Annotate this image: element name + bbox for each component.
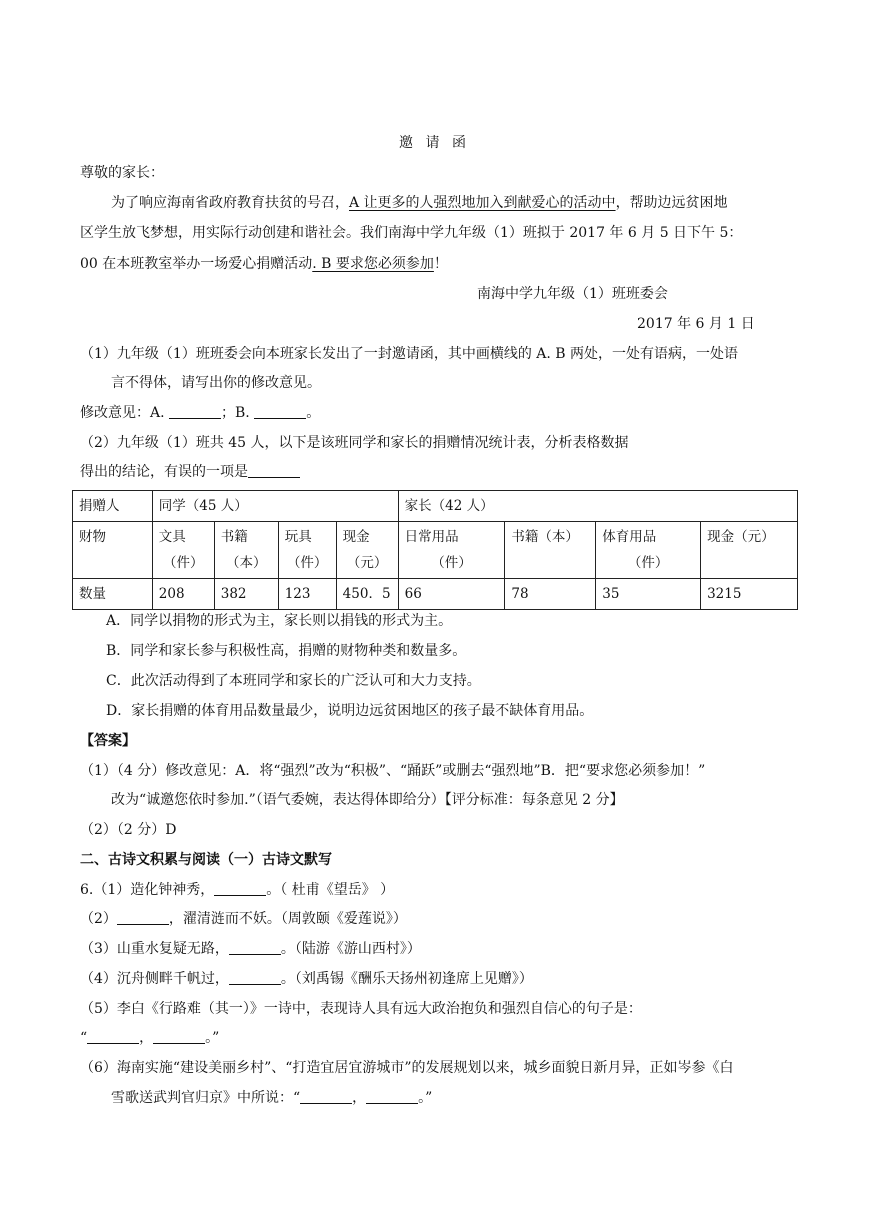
donation-statistics-table xyxy=(72,490,798,610)
table-cell: 同学（45 人） xyxy=(152,491,398,522)
table-cell xyxy=(398,522,505,579)
question-6-2 xyxy=(80,909,407,929)
text: 。（刘禹锡《酬乐天扬州初逢席上见赠》） xyxy=(280,971,533,987)
table-cell xyxy=(278,522,336,579)
answer-blank[interactable] xyxy=(366,1089,418,1104)
option-b: B．同学和家长参与积极性高，捐赠的财物种类和数量多。 xyxy=(106,643,467,659)
text: ；B. xyxy=(221,405,250,421)
text: （2） xyxy=(80,911,117,927)
cell-line: 书籍 xyxy=(220,529,248,545)
invitation-signature: 南海中学九年级（1）班班委会 xyxy=(477,286,668,302)
text: （4）沉舟侧畔千帆过， xyxy=(80,971,229,987)
question-6-5-answer xyxy=(80,1028,219,1048)
text: 。 xyxy=(306,405,321,421)
table-cell: 382 xyxy=(214,579,278,610)
cell-line: 玩具 xyxy=(284,529,312,545)
text: 。（ 杜甫《望岳》 ） xyxy=(266,882,395,898)
text: 得出的结论，有误的一项是 xyxy=(80,464,248,480)
answer-heading: 【答案】 xyxy=(80,733,136,749)
option-d: D．家长捐赠的体育用品数量最少，说明边远贫困地区的孩子最不缺体育用品。 xyxy=(106,703,594,719)
invitation-paragraph-line3 xyxy=(80,254,448,274)
answer-blank-b[interactable] xyxy=(254,404,306,419)
table-cell xyxy=(152,522,214,579)
table-row xyxy=(73,491,798,522)
cell-unit: （本） xyxy=(225,555,267,571)
text: 。” xyxy=(418,1090,433,1106)
table-row xyxy=(73,579,798,610)
section-heading: 二、古诗文积累与阅读（一）古诗文默写 xyxy=(80,852,332,868)
underlined-sentence-b: . B 要求您必须参加 xyxy=(312,256,434,272)
cell-line: 日常用品 xyxy=(404,529,459,545)
text: 00 在本班教室举办一场爱心捐赠活动 xyxy=(80,256,313,272)
table-cell xyxy=(596,522,701,579)
table-cell: 123 xyxy=(278,579,336,610)
cell-line: 体育用品 xyxy=(602,529,657,545)
invitation-paragraph-line1 xyxy=(111,193,728,213)
text: 。（陆游《游山西村》） xyxy=(280,941,421,957)
cell-line: 文具 xyxy=(158,529,186,545)
text: 6.（1）造化钟神秀， xyxy=(80,882,215,898)
underlined-sentence-a: A 让更多的人强烈地加入到献爱心的活动中 xyxy=(349,195,616,211)
table-cell: 450．5 xyxy=(336,579,398,610)
table-cell xyxy=(701,522,798,579)
text: ，濯清涟而不妖。（周敦颐《爱莲说》） xyxy=(168,911,407,927)
question-6-6-line1: （6）海南实施“建设美丽乡村”、“打造宜居宜游城市”的发展规划以来，城乡面貌日新月异，正如岑参《白 xyxy=(80,1060,734,1076)
answer-blank[interactable] xyxy=(214,881,266,896)
text: ， xyxy=(352,1090,367,1106)
table-row xyxy=(73,522,798,579)
table-cell: 78 xyxy=(505,579,596,610)
question-1-line2: 言不得体，请写出你的修改意见。 xyxy=(111,375,321,391)
invitation-date: 2017 年 6 月 1 日 xyxy=(637,316,755,332)
text: “ xyxy=(80,1030,88,1046)
table-cell xyxy=(505,522,596,579)
table-cell: 财物 xyxy=(73,522,153,579)
text: ！ xyxy=(433,256,448,272)
answer-1-line1: （1）（4 分）修改意见：A．将“强烈”改为“积极”、“踊跃”或删去“强烈地”B．把“要求您必须参加！” xyxy=(80,763,706,779)
question-1-answer-line xyxy=(80,403,320,423)
text: 。” xyxy=(205,1030,220,1046)
answer-blank[interactable] xyxy=(229,940,281,955)
question-6-3 xyxy=(80,939,421,959)
text: 雪歌送武判官归京》中所说：“ xyxy=(111,1090,301,1106)
cell-unit: （件） xyxy=(627,555,669,571)
text: ， xyxy=(139,1030,154,1046)
invitation-title: 邀 请 函 xyxy=(399,135,470,151)
cell-unit: （件） xyxy=(163,555,204,571)
text: （3）山重水复疑无路， xyxy=(80,941,229,957)
cell-line: 书籍（本） xyxy=(511,529,579,545)
cell-unit: （件） xyxy=(431,555,472,571)
answer-blank[interactable] xyxy=(229,970,281,985)
cell-unit: （件） xyxy=(286,555,328,571)
table-cell: 66 xyxy=(398,579,505,610)
question-1-line1: （1）九年级（1）班班委会向本班家长发出了一封邀请函，其中画横线的 A. B 两处，一处有语病，一处语 xyxy=(80,346,739,362)
question-6-6-line2 xyxy=(111,1088,432,1108)
table-cell xyxy=(336,522,398,579)
answer-blank[interactable] xyxy=(153,1029,205,1044)
answer-blank[interactable] xyxy=(87,1029,139,1044)
table-cell xyxy=(214,522,278,579)
question-6-1 xyxy=(80,880,394,900)
text: 为了响应海南省政府教育扶贫的号召， xyxy=(111,195,349,211)
answer-blank[interactable] xyxy=(248,463,300,478)
answer-1-line2: 改为“诚邀您依时参加.”（语气委婉，表达得体即给分）【评分标准：每条意见 2 分】 xyxy=(111,792,624,808)
table-cell: 208 xyxy=(152,579,214,610)
table-cell: 家长（42 人） xyxy=(398,491,797,522)
question-6-4 xyxy=(80,969,533,989)
option-a: A．同学以捐物的形式为主，家长则以捐钱的形式为主。 xyxy=(106,613,453,629)
answer-blank-a[interactable] xyxy=(169,404,221,419)
answer-2: （2）（2 分）D xyxy=(80,822,177,838)
option-c: C．此次活动得到了本班同学和家长的广泛认可和大力支持。 xyxy=(106,673,481,689)
text: ，帮助边远贫困地 xyxy=(615,195,728,211)
answer-blank[interactable] xyxy=(300,1089,352,1104)
question-2-line2 xyxy=(80,462,300,482)
invitation-paragraph-line2: 区学生放飞梦想，用实际行动创建和谐社会。我们南海中学九年级（1）班拟于 2017 年 6 月 5 日下午 5： xyxy=(80,225,743,241)
answer-blank[interactable] xyxy=(117,910,169,925)
question-2-line1: （2）九年级（1）班共 45 人，以下是该班同学和家长的捐赠情况统计表，分析表格数据 xyxy=(80,435,629,451)
cell-unit: （元） xyxy=(346,555,388,571)
table-cell: 3215 xyxy=(701,579,798,610)
text: 修改意见：A. xyxy=(80,405,165,421)
cell-line: 现金（元） xyxy=(707,529,775,545)
table-cell: 数量 xyxy=(73,579,153,610)
table-cell: 35 xyxy=(596,579,701,610)
table-cell: 捐赠人 xyxy=(73,491,153,522)
cell-line: 现金 xyxy=(342,529,370,545)
question-6-5: （5）李白《行路难（其一）》一诗中，表现诗人具有远大政治抱负和强烈自信心的句子是： xyxy=(80,1001,642,1017)
invitation-greeting: 尊敬的家长： xyxy=(80,165,164,181)
